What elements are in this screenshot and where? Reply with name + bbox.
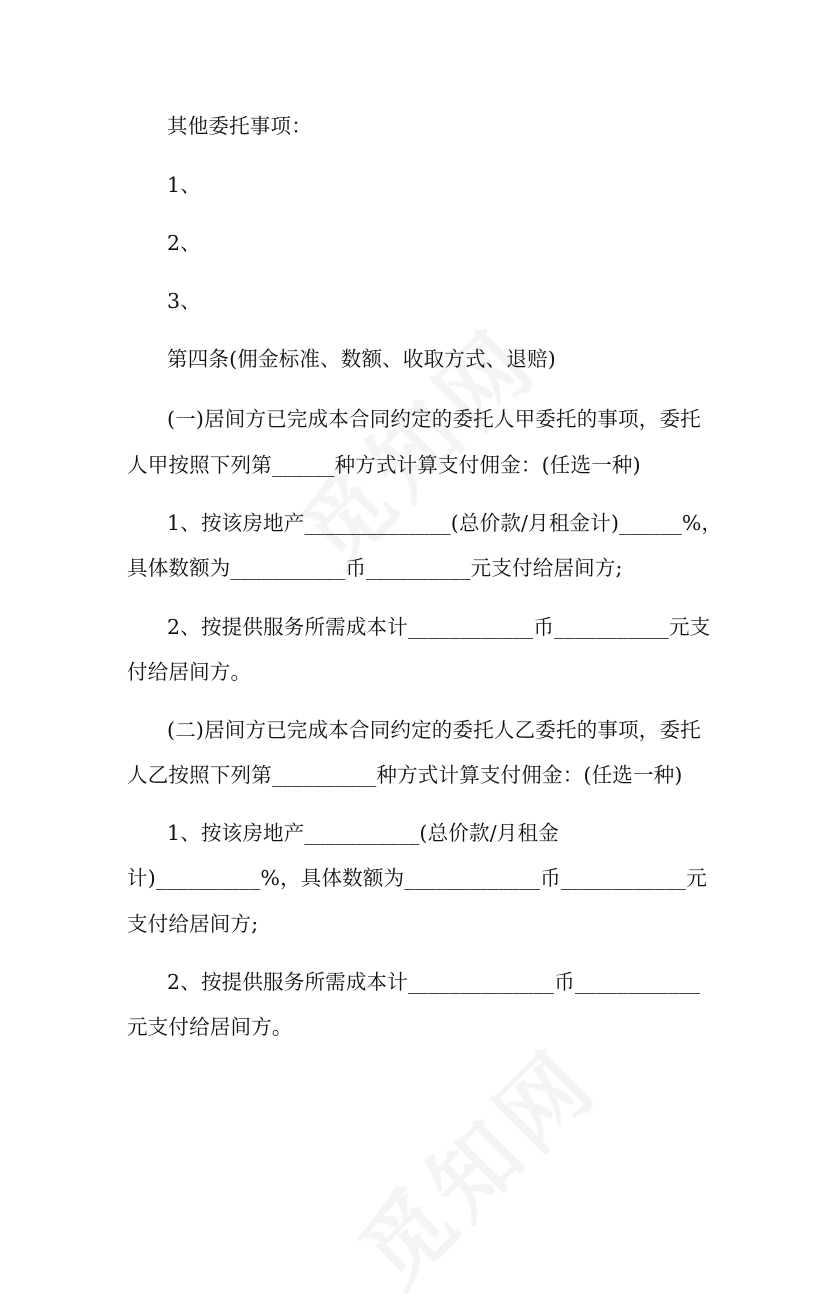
clause-two-line-2: 人乙按照下列第__________种方式计算支付佣金：(任选一种) (127, 763, 683, 787)
clause-two-line-1: (二)居间方已完成本合同约定的委托人乙委托的事项，委托 (167, 718, 701, 742)
clause-two-item-1-line-3: 支付给居间方; (127, 912, 259, 936)
list-item-1: 1、 (167, 173, 201, 197)
paragraph-other-matters: 其他委托事项： (167, 114, 312, 138)
clause-two-item-2-line-2: 元支付给居间方。 (127, 1015, 293, 1039)
watermark (268, 297, 561, 590)
clause-two-item-1-line-2: 计)__________%，具体数额为_____________币____________元 (127, 866, 707, 890)
clause-two-item-1-line-1: 1、按该房地产___________(总价款/月租金 (167, 821, 559, 845)
clause-one-item-2-line-1: 2、按提供服务所需成本计____________币___________元支 (167, 615, 711, 639)
clause-two-item-2-line-1: 2、按提供服务所需成本计______________币____________ (167, 970, 701, 994)
list-item-3: 3、 (167, 289, 201, 313)
clause-one-line-1: (一)居间方已完成本合同约定的委托人甲委托的事项，委托 (167, 407, 701, 431)
article-four-heading: 第四条(佣金标准、数额、收取方式、退赔) (167, 347, 556, 371)
clause-one-line-2: 人甲按照下列第______种方式计算支付佣金：(任选一种) (127, 453, 641, 477)
watermark (328, 1017, 621, 1309)
clause-one-item-2-line-2: 付给居间方。 (127, 660, 252, 684)
clause-one-item-1-line-2: 具体数额为___________币__________元支付给居间方; (127, 556, 623, 580)
clause-one-item-1-line-1: 1、按该房地产______________(总价款/月租金计)______%， (167, 511, 723, 535)
list-item-2: 2、 (167, 231, 201, 255)
